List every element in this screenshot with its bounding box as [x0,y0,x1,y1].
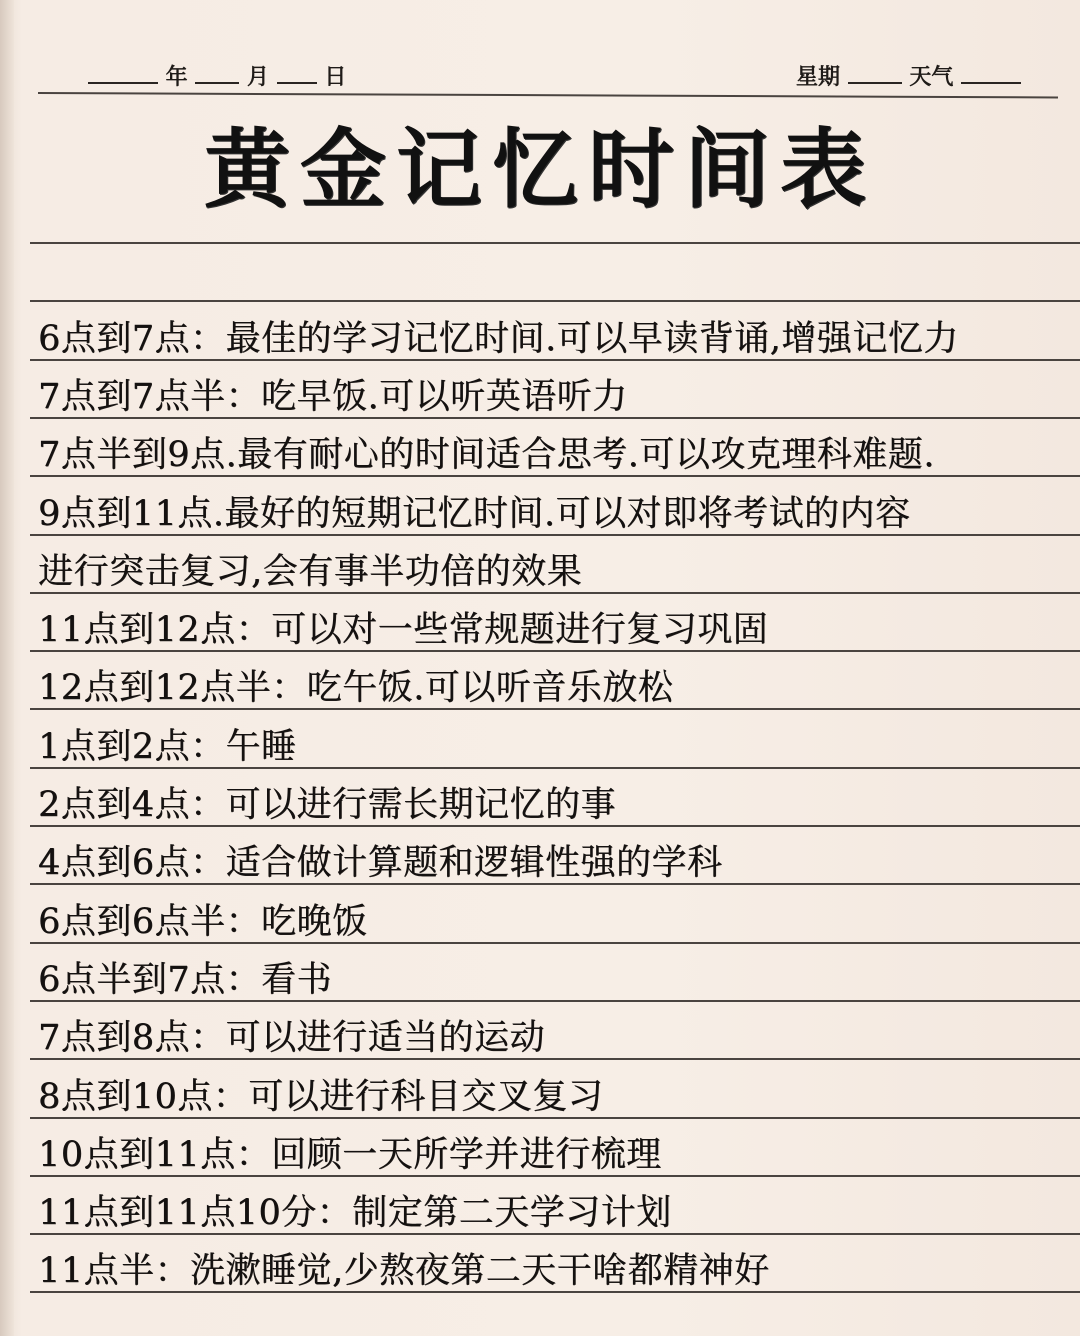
header-rule [38,92,1058,98]
note-line: 8点到10点：可以进行科目交叉复习 [38,1077,604,1117]
ruled-line [30,300,1080,302]
note-line: 11点到11点10分：制定第二天学习计划 [38,1193,672,1233]
note-line: 10点到11点：回顾一天所学并进行梳理 [38,1135,662,1175]
day-blank [277,64,317,84]
note-line: 7点到7点半：吃早饭.可以听英语听力 [38,377,628,417]
note-line: 4点到6点：适合做计算题和逻辑性强的学科 [38,843,723,883]
note-line: 12点到12点半：吃午饭.可以听音乐放松 [38,668,674,708]
weekday-blank [848,64,902,84]
page-title: 黄金记忆时间表 [204,119,876,220]
month-blank [195,64,239,84]
note-line: 6点半到7点：看书 [38,960,333,1000]
note-line: 6点到6点半：吃晚饭 [38,902,368,942]
note-line: 7点到8点：可以进行适当的运动 [38,1018,546,1058]
year-blank [88,64,158,84]
date-fields [88,60,346,91]
note-line: 1点到2点：午睡 [38,727,297,767]
weekday-weather-fields [796,60,1021,91]
note-line: 11点半：洗漱睡觉,少熬夜第二天干啥都精神好 [38,1251,770,1291]
weather-label: 天气 [909,65,954,90]
day-label: 日 [324,65,347,90]
month-label: 月 [247,65,270,90]
note-line: 2点到4点：可以进行需长期记忆的事 [38,785,617,825]
note-line: 7点半到9点.最有耐心的时间适合思考.可以攻克理科难题. [38,435,935,475]
note-line: 进行突击复习,会有事半功倍的效果 [38,552,583,592]
weekday-label: 星期 [796,65,841,90]
year-label: 年 [165,65,188,90]
note-line: 9点到11点.最好的短期记忆时间.可以对即将考试的内容 [38,494,911,534]
ruled-line [30,242,1080,244]
note-line: 6点到7点：最佳的学习记忆时间.可以早读背诵,增强记忆力 [38,319,959,359]
note-line: 11点到12点：可以对一些常规题进行复习巩固 [38,610,769,650]
weather-blank [961,64,1021,84]
